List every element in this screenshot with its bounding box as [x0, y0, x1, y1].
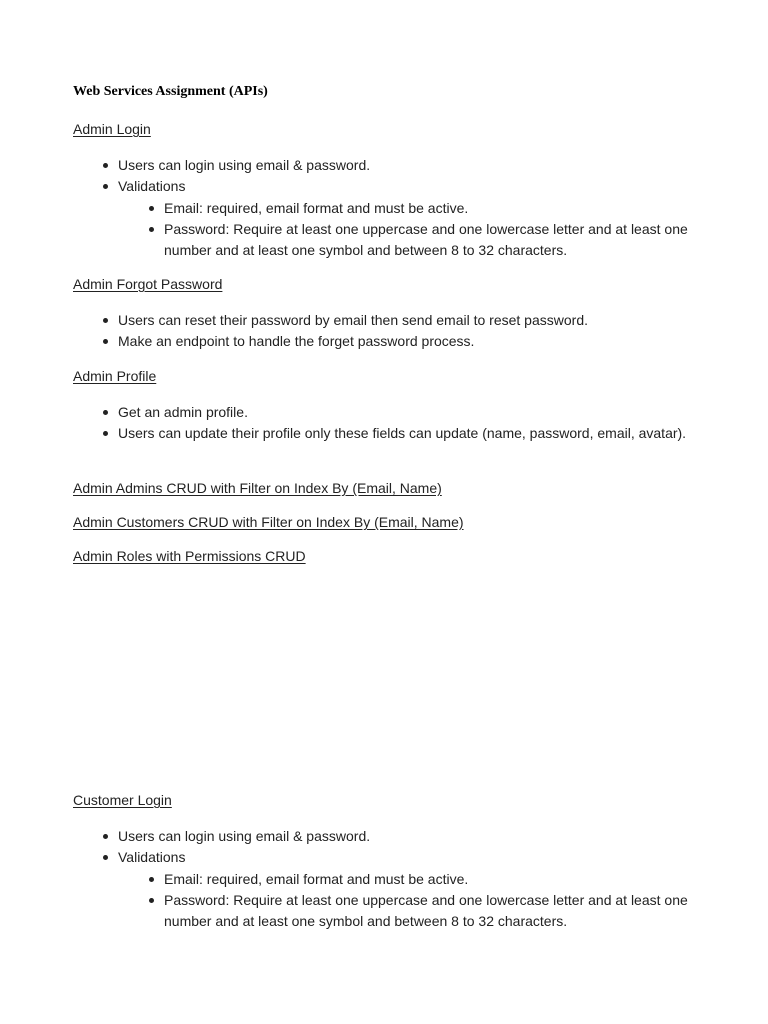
- list-item: [118, 176, 718, 197]
- heading-admin-profile: Admin Profile: [73, 368, 157, 384]
- list-item: [118, 847, 718, 868]
- customer-login-validations-list: [164, 869, 704, 932]
- bullet-icon: [103, 410, 108, 415]
- list-item: [118, 331, 718, 352]
- heading-admin-forgot-password: Admin Forgot Password: [73, 276, 223, 292]
- bullet-icon: [149, 227, 154, 232]
- bullet-icon: [149, 877, 154, 882]
- list-item: [118, 155, 718, 176]
- list-item-text: Password: Require at least one uppercase and one lowercase letter and at least one number and at least one symbol and between 8 to 32 characters.: [164, 892, 688, 929]
- list-item: [164, 890, 704, 932]
- list-item-text: Users can login using email & password.: [118, 828, 371, 844]
- document-title: Web Services Assignment (APIs): [73, 84, 268, 99]
- list-item: [164, 198, 704, 219]
- admin-profile-list: [118, 402, 718, 444]
- bullet-icon: [103, 318, 108, 323]
- bullet-icon: [149, 206, 154, 211]
- list-item: [164, 869, 704, 890]
- heading-admin-roles-crud: Admin Roles with Permissions CRUD: [73, 548, 306, 564]
- bullet-icon: [149, 898, 154, 903]
- heading-admin-login: Admin Login: [73, 121, 151, 137]
- list-item: [118, 423, 718, 444]
- admin-login-list: [118, 155, 718, 197]
- bullet-icon: [103, 855, 108, 860]
- list-item-text: Password: Require at least one uppercase and one lowercase letter and at least one number and at least one symbol and between 8 to 32 characters.: [164, 221, 688, 258]
- bullet-icon: [103, 339, 108, 344]
- list-item-text: Users can reset their password by email then send email to reset password.: [118, 312, 588, 328]
- bullet-icon: [103, 163, 108, 168]
- heading-admin-customers-crud: Admin Customers CRUD with Filter on Index By (Email, Name): [73, 514, 464, 530]
- list-item-text: Email: required, email format and must be active.: [164, 200, 469, 216]
- heading-customer-login: Customer Login: [73, 792, 172, 808]
- admin-login-validations-list: [164, 198, 704, 261]
- bullet-icon: [103, 184, 108, 189]
- list-item-text: Email: required, email format and must be active.: [164, 871, 469, 887]
- heading-admin-admins-crud: Admin Admins CRUD with Filter on Index By (Email, Name): [73, 480, 442, 496]
- list-item: [118, 402, 718, 423]
- admin-forgot-password-list: [118, 310, 718, 352]
- list-item: [118, 826, 718, 847]
- list-item: [118, 310, 718, 331]
- bullet-icon: [103, 834, 108, 839]
- bullet-icon: [103, 431, 108, 436]
- customer-login-list: [118, 826, 718, 868]
- list-item-text: Users can login using email & password.: [118, 157, 371, 173]
- list-item-text: Make an endpoint to handle the forget password process.: [118, 333, 475, 349]
- list-item-text: Users can update their profile only these fields can update (name, password, email, avatar).: [118, 425, 687, 441]
- list-item-text: Validations: [118, 178, 186, 194]
- list-item: [164, 219, 704, 261]
- list-item-text: Get an admin profile.: [118, 404, 248, 420]
- list-item-text: Validations: [118, 849, 186, 865]
